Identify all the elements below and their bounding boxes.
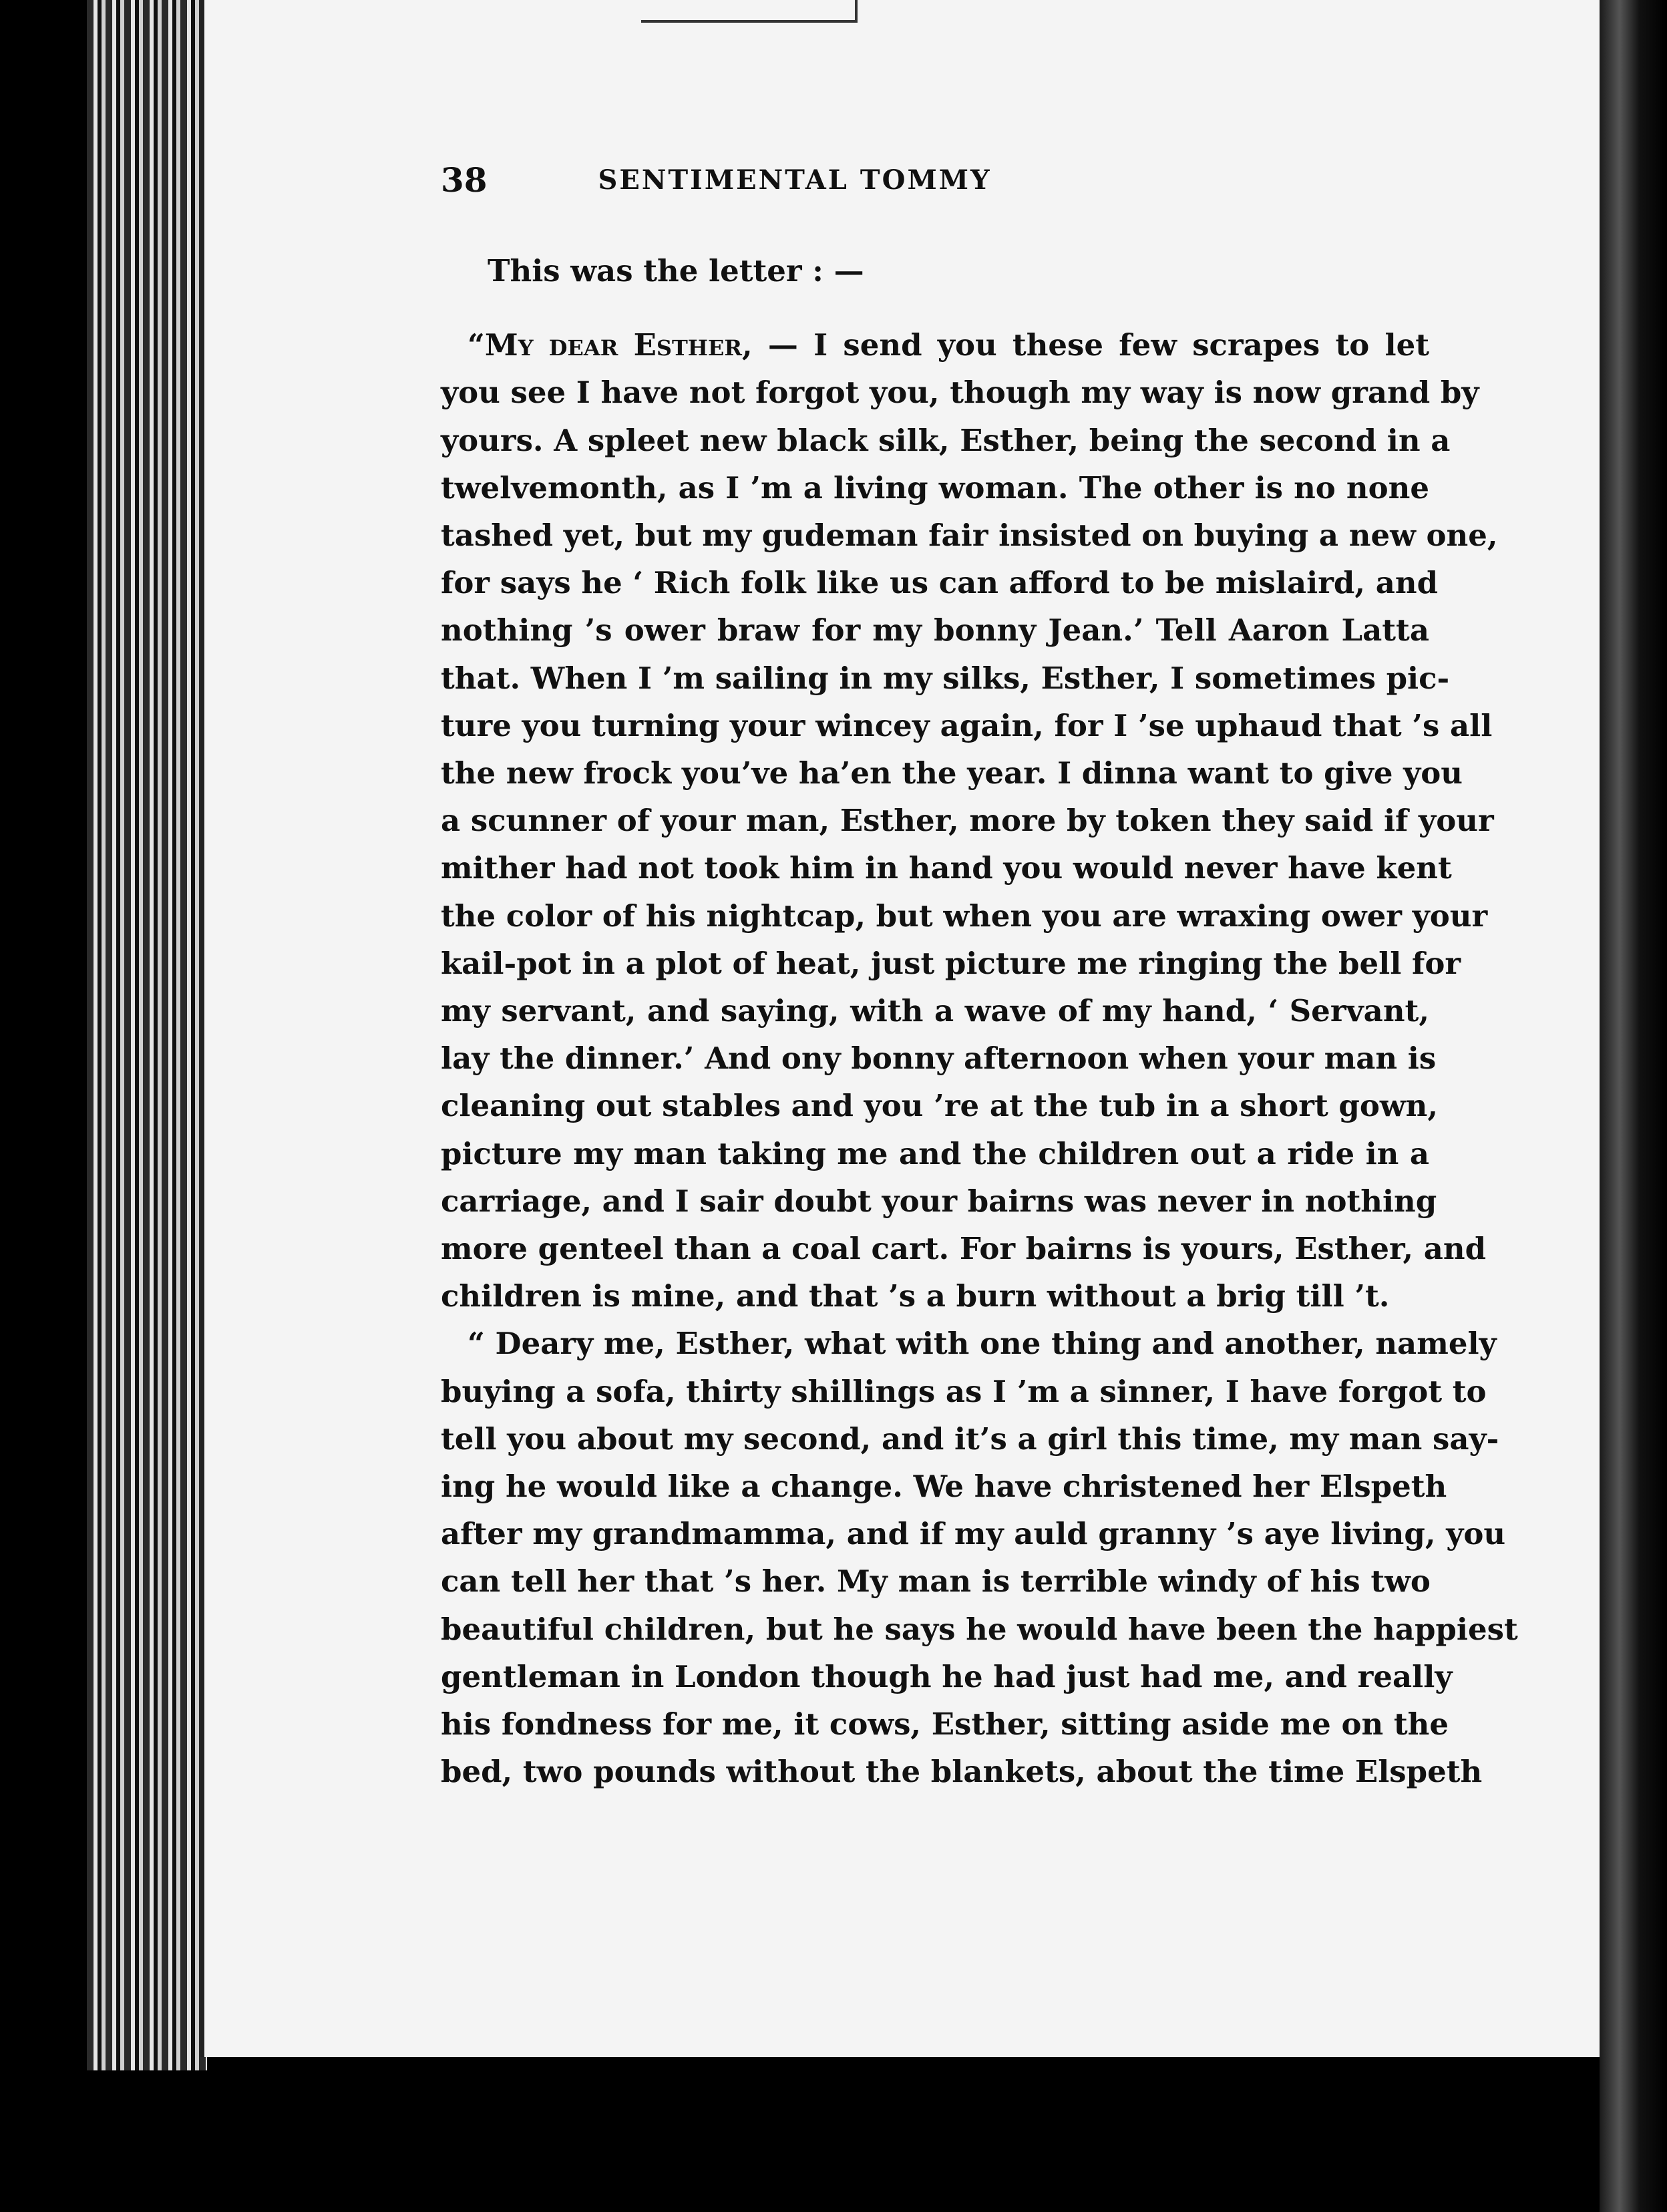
text-line: mither had not took him in hand you would never have kent	[441, 850, 1452, 886]
text-line: carriage, and I sair doubt your bairns was never in nothing	[441, 1183, 1437, 1219]
text-line: my servant, and saying, with a wave of my hand, ‘ Servant,	[441, 993, 1429, 1029]
text-line	[441, 321, 1429, 369]
open-quote: “	[468, 327, 485, 363]
text-line: you see I have not forgot you, though my way is now grand by	[441, 375, 1479, 411]
salutation-name: Esther,	[633, 327, 753, 363]
text-line: ing he would like a change. We have christened her Elspeth	[441, 1469, 1447, 1505]
text-line: the color of his nightcap, but when you are wraxing ower your	[441, 898, 1488, 934]
letter-paragraph-1	[441, 321, 1498, 1320]
page-number: 38	[441, 160, 488, 200]
text-line: a scunner of your man, Esther, more by token they said if your	[441, 803, 1494, 839]
letter-paragraph-2	[441, 1320, 1518, 1795]
text-line: kail-pot in a plot of heat, just picture me ringing the bell for	[441, 945, 1461, 981]
text-line: lay the dinner.’ And ony bonny afternoon when your man is	[441, 1041, 1437, 1077]
text-line: more genteel than a coal cart. For bairns is yours, Esther, and	[441, 1231, 1487, 1267]
page-edges	[87, 0, 207, 2070]
binding-shadow	[1600, 0, 1667, 2212]
text-line: nothing ’s ower braw for my bonny Jean.’ Tell Aaron Latta	[441, 612, 1429, 649]
salutation-my: My	[484, 327, 534, 363]
text-line: his fondness for me, it cows, Esther, sitting aside me on the	[441, 1706, 1449, 1742]
text-line: the new frock you’ve ha’en the year. I dinna want to give you	[441, 755, 1463, 791]
text-line: gentleman in London though he had just had me, and really	[441, 1658, 1453, 1694]
text-line: can tell her that ’s her. My man is terrible windy of his two	[441, 1563, 1431, 1600]
text-line: after my grandmamma, and if my auld granny ’s aye living, you	[441, 1516, 1506, 1552]
text-line: bed, two pounds without the blankets, about the time Elspeth	[441, 1754, 1483, 1790]
body-text	[441, 247, 1518, 1796]
salutation-dear: dear	[548, 327, 618, 363]
intro-line: This was the letter : —	[488, 253, 864, 289]
text-line: picture my man taking me and the children out a ride in a	[441, 1135, 1429, 1171]
first-line-rest: — I send you these few scrapes to let	[752, 327, 1429, 363]
text-line: “ Deary me, Esther, what with one thing and another, namely	[468, 1326, 1497, 1362]
text-line: for says he ‘ Rich folk like us can afford to be mislaird, and	[441, 565, 1439, 601]
text-line: that. When I ’m sailing in my silks, Esther, I sometimes pic-	[441, 660, 1450, 696]
text-line: yours. A spleet new black silk, Esther, being the second in a	[441, 422, 1451, 458]
text-line: buying a sofa, thirty shillings as I ’m a sinner, I have forgot to	[441, 1373, 1487, 1409]
text-line: tashed yet, but my gudeman fair insisted on buying a new one,	[441, 518, 1498, 554]
page-header	[441, 160, 1149, 214]
text-line: twelvemonth, as I ’m a living woman. The other is no none	[441, 470, 1429, 506]
text-line: ture you turning your wincey again, for I ’se uphaud that ’s all	[441, 707, 1493, 743]
paper-fold-mark	[641, 0, 858, 23]
text-line: children is mine, and that ’s a burn without a brig till ’t.	[441, 1278, 1390, 1314]
text-line: cleaning out stables and you ’re at the tub in a short gown,	[441, 1088, 1438, 1124]
running-head: SENTIMENTAL TOMMY	[598, 164, 992, 196]
text-line: beautiful children, but he says he would have been the happiest	[441, 1611, 1518, 1647]
text-line: tell you about my second, and it’s a girl this time, my man say-	[441, 1421, 1499, 1457]
